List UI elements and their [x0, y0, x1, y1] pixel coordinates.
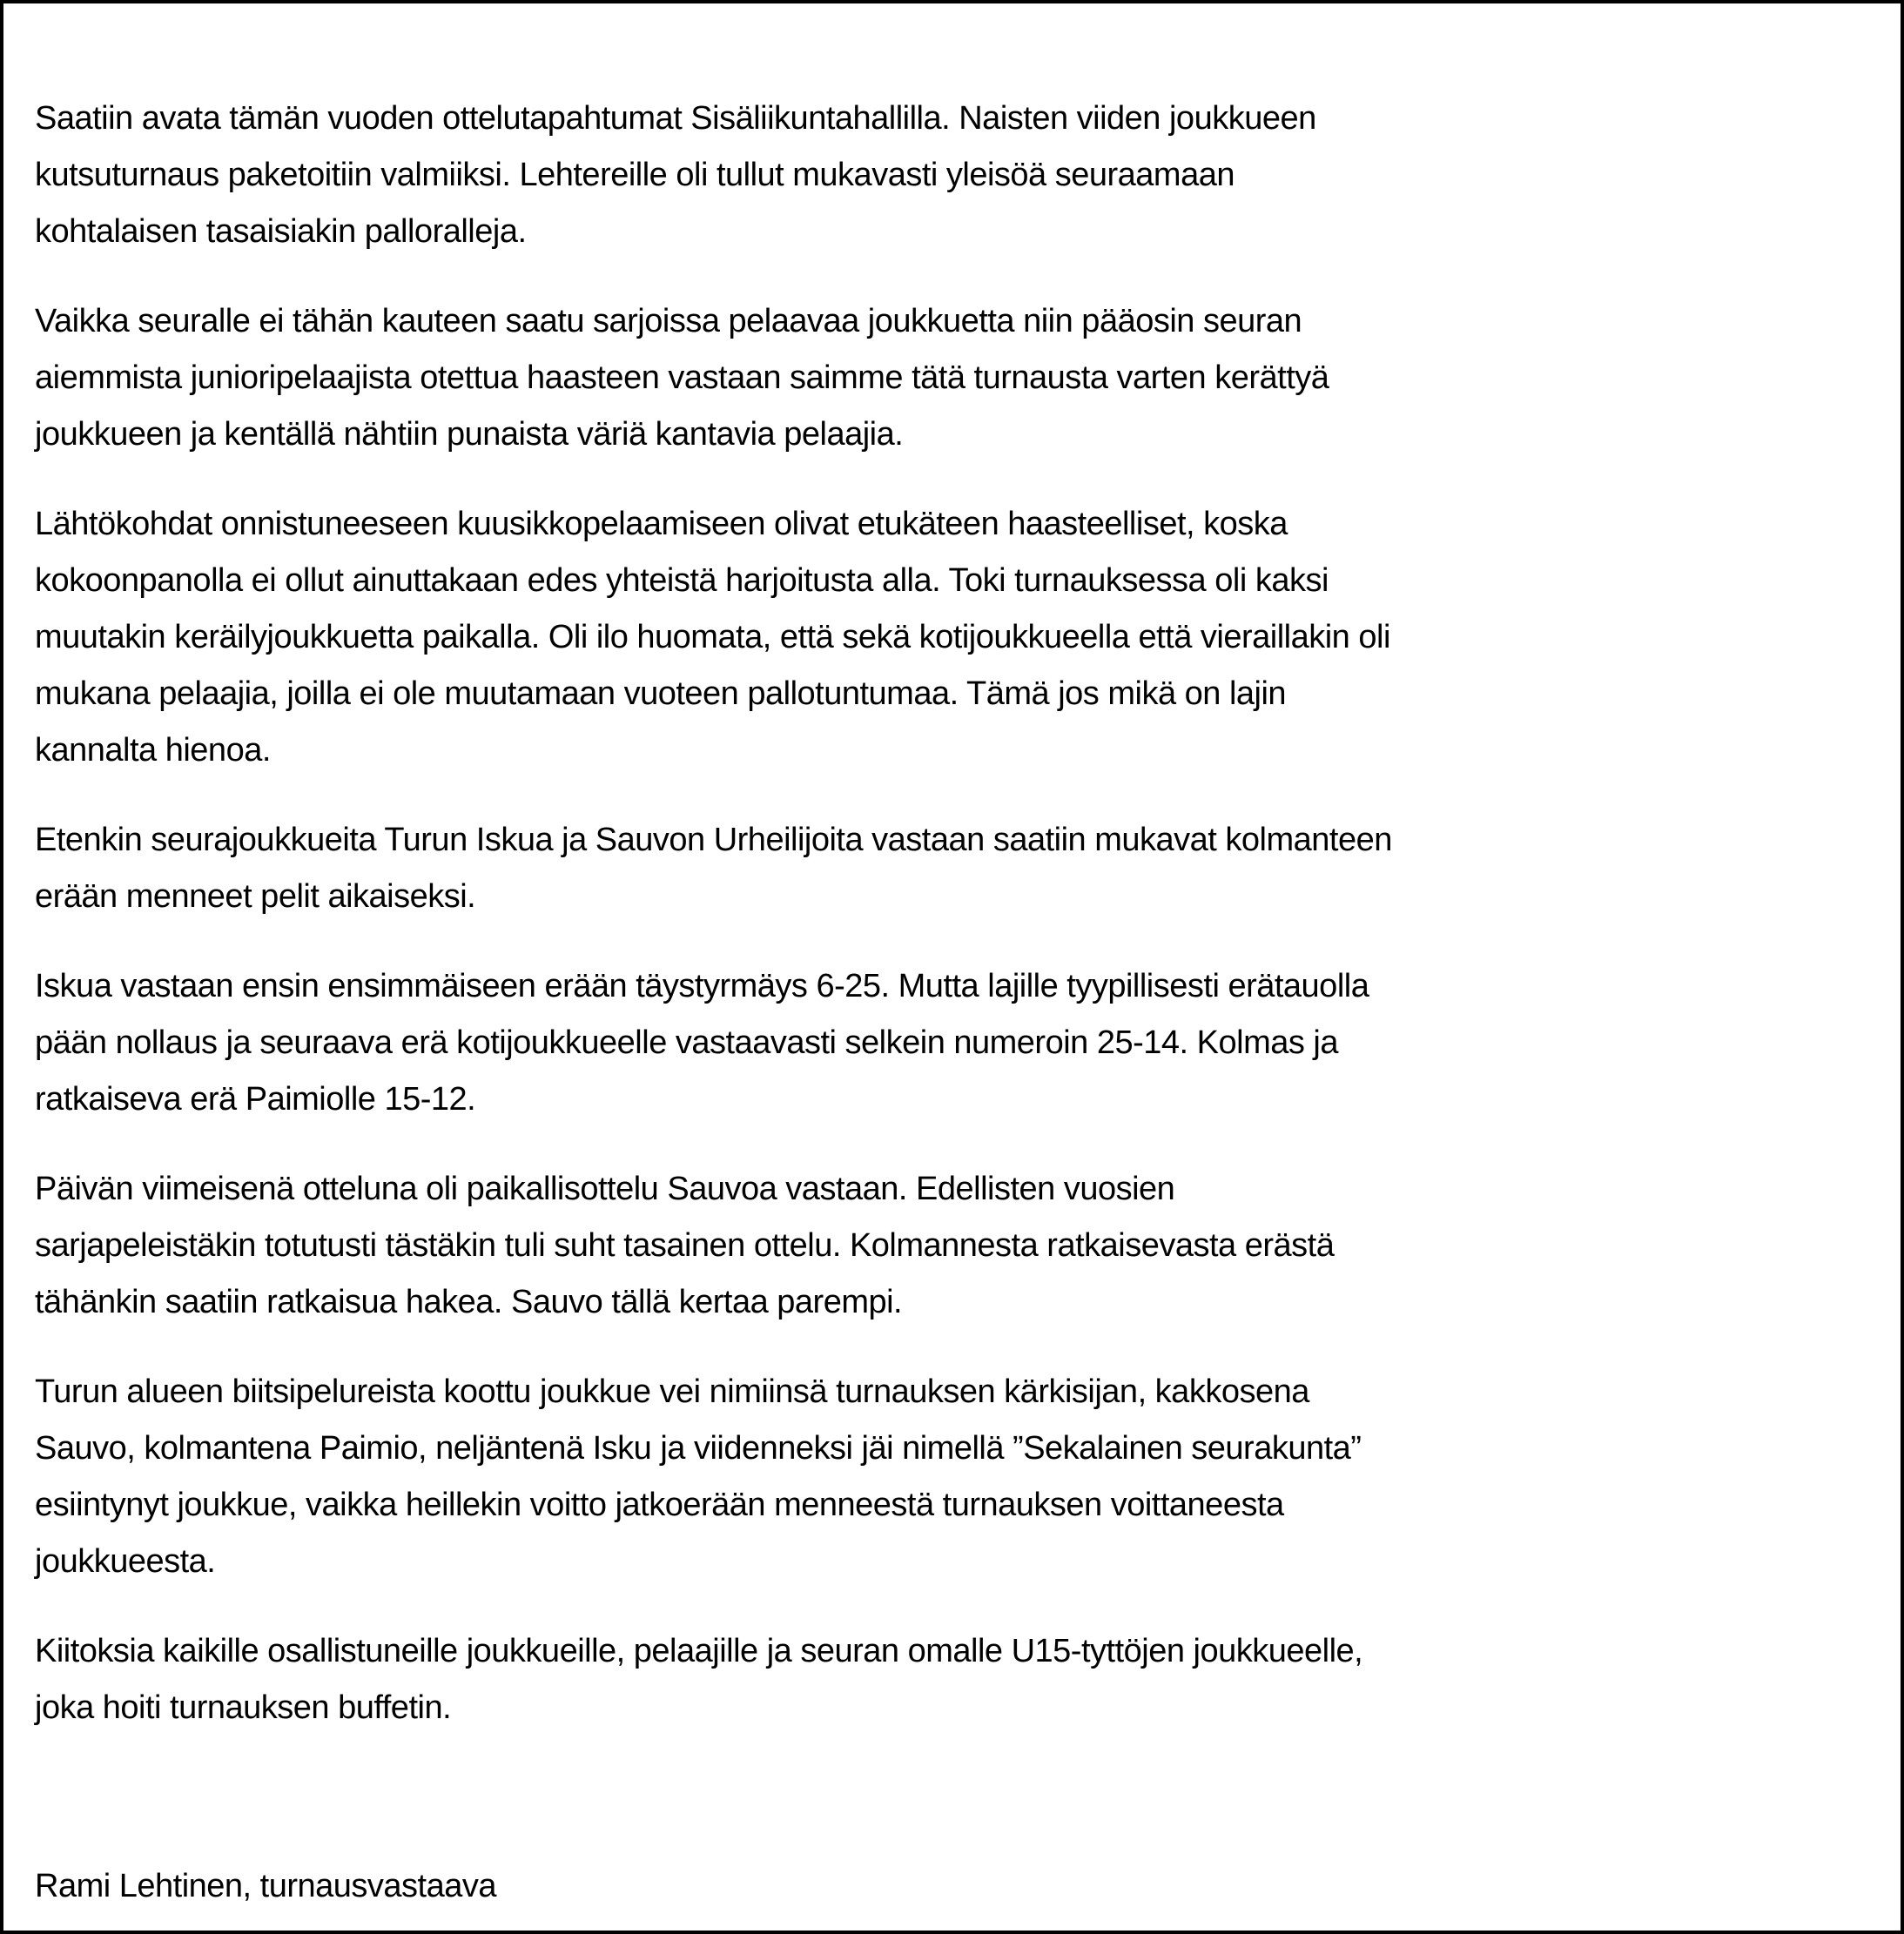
- paragraph-close-matches: Etenkin seurajoukkueita Turun Iskua ja Sauvon Urheilijoita vastaan saatiin mukavat kolmanteen erään menneet pelit aikaiseksi.: [35, 822, 1392, 915]
- paragraph-thanks: Kiitoksia kaikille osallistuneille joukkueille, pelaajille ja seuran omalle U15-tyttöjen joukkueelle, joka hoiti turnauksen buffetin.: [35, 1633, 1363, 1726]
- paragraph-team-background: Vaikka seuralle ei tähän kauteen saatu sarjoissa pelaavaa joukkuetta niin pääosin seuran aiemmista junioripelaajista otettua haasteen vastaan saimme tätä turnausta varten kerättyä joukkueen ja kentällä nähtiin punaista väriä kantavia pelaajia.: [35, 303, 1329, 453]
- paragraph-intro: Saatiin avata tämän vuoden ottelutapahtumat Sisäliikuntahallilla. Naisten viiden joukkueen kutsuturnaus paketoitiin valmiiksi. Lehtereille oli tullut mukavasti yleisöä seuraamaan kohtalaisen tasaisiakin palloralleja.: [35, 100, 1316, 250]
- document-content: [3, 3, 1901, 1915]
- signature-line: Rami Lehtinen, turnausvastaava: [35, 1868, 496, 1904]
- paragraph-final-standings: Turun alueen biitsipelureista koottu joukkue vei nimiinsä turnauksen kärkisijan, kakkosena Sauvo, kolmantena Paimio, neljäntenä Isku ja viidenneksi jäi nimellä ”Sekalainen seurakunta” esiintynyt joukkue, vaikka heillekin voitto jatkoerään menneestä turnauksen voittaneesta joukkueesta.: [35, 1373, 1362, 1580]
- paragraph-sauvo-match: Päivän viimeisenä otteluna oli paikallisottelu Sauvoa vastaan. Edellisten vuosien sarjapeleistäkin totutusti tästäkin tuli suht tasainen ottelu. Kolmannesta ratkaisevasta erästä tähänkin saatiin ratkaisua hakea. Sauvo tällä kertaa parempi.: [35, 1171, 1335, 1320]
- paragraph-preparation: Lähtökohdat onnistuneeseen kuusikkopelaamiseen olivat etukäteen haasteelliset, koska kokoonpanolla ei ollut ainuttakaan edes yhteistä harjoitusta alla. Toki turnauksessa oli kaksi muutakin keräilyjoukkuetta paikalla. Oli ilo huomata, että sekä kotijoukkueella että vieraillakin oli mukana pelaajia, joilla ei ole muutamaan vuoteen pallotuntumaa. Tämä jos mikä on lajin kannalta hienoa.: [35, 506, 1390, 769]
- paragraph-isku-match: Iskua vastaan ensin ensimmäiseen erään täystyrmäys 6-25. Mutta lajille tyypillisesti erätauolla pään nollaus ja seuraava erä kotijoukkueelle vastaavasti selkein numeroin 25-14. Kolmas ja ratkaiseva erä Paimiolle 15-12.: [35, 968, 1369, 1118]
